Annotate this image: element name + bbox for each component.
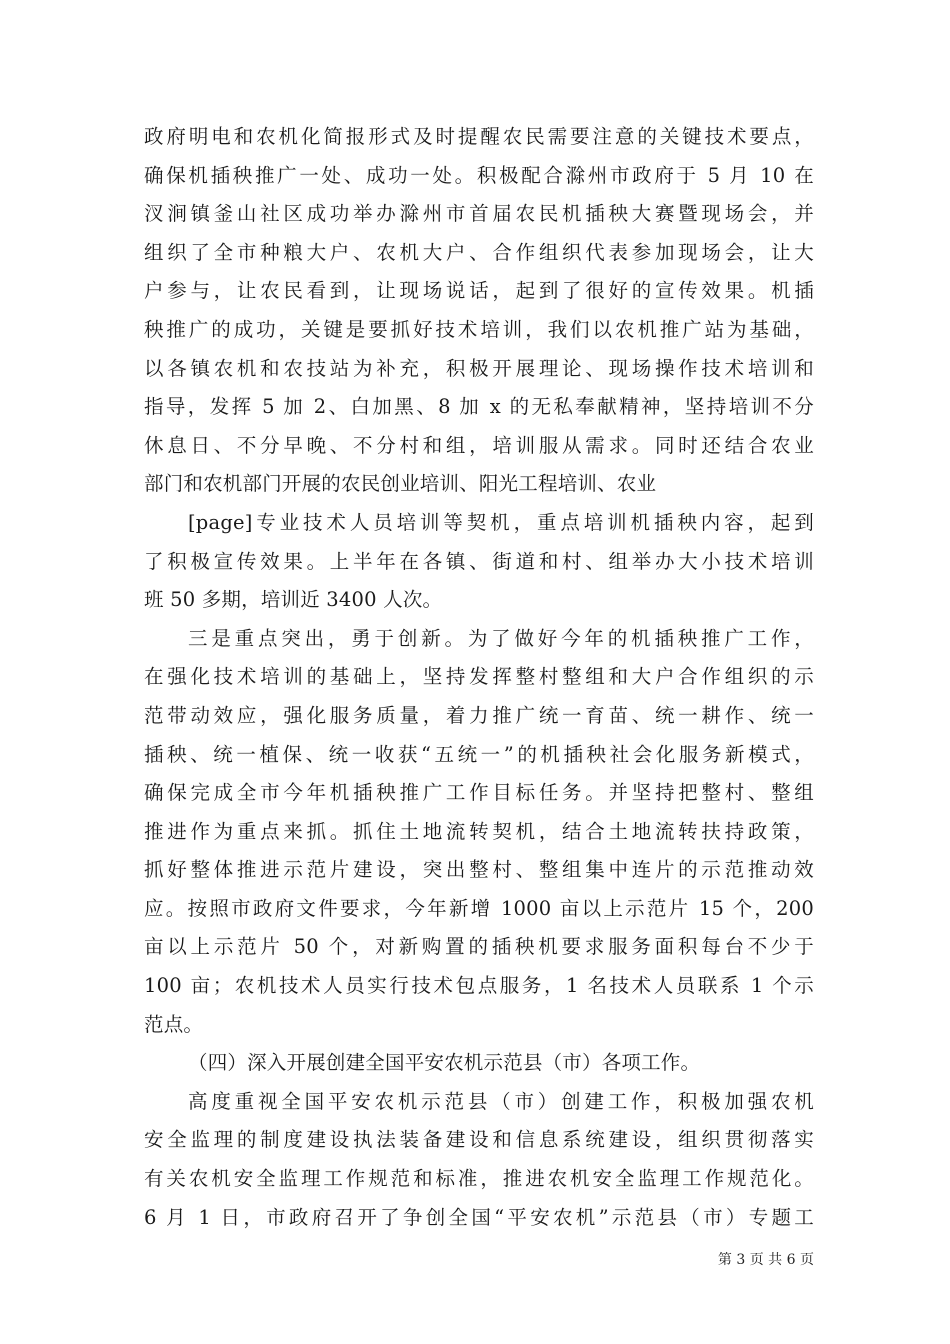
text-line: 汊涧镇釜山社区成功举办滁州市首届农民机插秧大赛暨现场会，并 <box>144 202 814 226</box>
body-text <box>144 118 814 1237</box>
text-line: 组织了全市种粮大户、农机大户、合作组织代表参加现场会，让大 <box>144 240 814 264</box>
text-line: 休息日、不分早晚、不分村和组，培训服从需求。同时还结合农业 <box>144 433 814 457</box>
page-footer: 第 3 页 共 6 页 <box>717 1252 814 1268</box>
text-line: 部门和农机部门开展的农民创业培训、阳光工程培训、农业 <box>144 472 657 496</box>
text-line: 政府明电和农机化简报形式及时提醒农民需要注意的关键技术要点， <box>144 125 814 148</box>
text-line: 推进作为重点来抓。抓住土地流转契机，结合土地流转扶持政策， <box>144 819 814 843</box>
text-line: 100 亩；农机技术人员实行技术包点服务，1 名技术人员联系 1 个示 <box>144 974 814 998</box>
text-line: 安全监理的制度建设执法装备建设和信息系统建设，组织贯彻落实 <box>144 1128 814 1152</box>
text-line: 班 50 多期，培训近 3400 人次。 <box>144 588 443 612</box>
text-line: 有关农机安全监理工作规范和标准，推进农机安全监理工作规范化。 <box>144 1167 814 1191</box>
text-line: 在强化技术培训的基础上，坚持发挥整村整组和大户合作组织的示 <box>144 665 814 689</box>
text-line: [page]专业技术人员培训等契机，重点培训机插秧内容，起到 <box>188 510 814 534</box>
text-line: 以各镇农机和农技站为补充，积极开展理论、现场操作技术培训和 <box>144 356 814 380</box>
text-line: 抓好整体推进示范片建设，突出整村、整组集中连片的示范推动效 <box>144 858 814 882</box>
text-line: 秧推广的成功，关键是要抓好技术培训，我们以农机推广站为基础， <box>144 317 814 341</box>
text-line: 范带动效应，强化服务质量，着力推广统一育苗、统一耕作、统一 <box>144 703 814 727</box>
text-line: 确保完成全市今年机插秧推广工作目标任务。并坚持把整村、整组 <box>144 781 814 805</box>
text-line: 户参与，让农民看到，让现场说话，起到了很好的宣传效果。机插 <box>144 279 814 303</box>
text-line: 三是重点突出，勇于创新。为了做好今年的机插秧推广工作， <box>188 626 814 650</box>
text-line: 高度重视全国平安农机示范县（市）创建工作，积极加强农机 <box>188 1089 814 1113</box>
text-line: 了积极宣传效果。上半年在各镇、街道和村、组举办大小技术培训 <box>144 549 814 573</box>
text-line: （四）深入开展创建全国平安农机示范县（市）各项工作。 <box>188 1051 701 1075</box>
text-line: 6 月 1 日，市政府召开了争创全国“平安农机”示范县（市）专题工 <box>144 1205 814 1229</box>
text-line: 确保机插秧推广一处、成功一处。积极配合滁州市政府于 5 月 10 在 <box>144 163 814 187</box>
text-line: 应。按照市政府文件要求，今年新增 1000 亩以上示范片 15 个，200 <box>144 896 814 920</box>
text-line: 指导，发挥 5 加 2、白加黑、8 加 x 的无私奉献精神，坚持培训不分 <box>144 395 814 419</box>
text-line: 范点。 <box>144 1012 204 1036</box>
text-line: 亩以上示范片 50 个，对新购置的插秧机要求服务面积每台不少于 <box>144 935 814 959</box>
text-line: 插秧、统一植保、统一收获“五统一”的机插秧社会化服务新模式， <box>144 742 814 766</box>
